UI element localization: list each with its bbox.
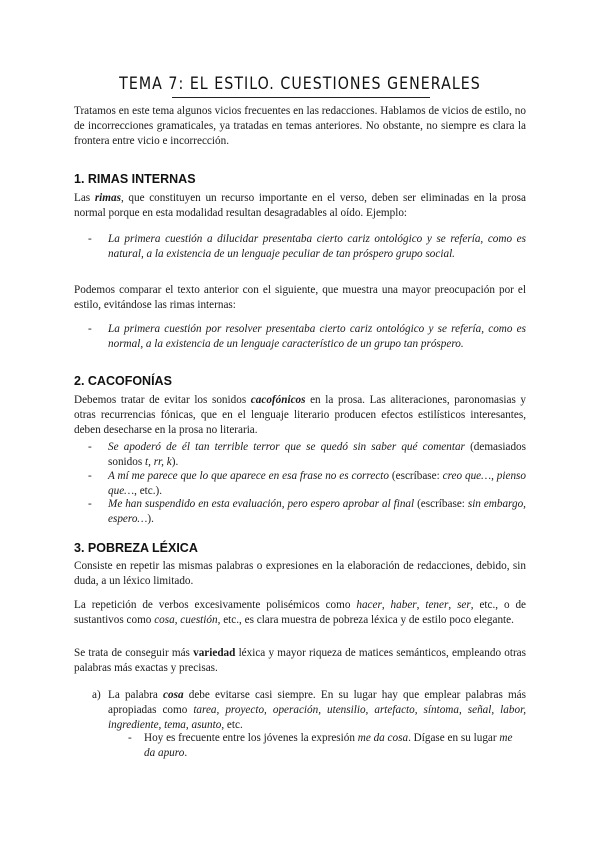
cacofonias-example-3: - Me han suspendido en esta evaluación, pero espero aprobar al final (escríbase: sin embargo, espero…). [88, 498, 526, 525]
bullet-dash: - [88, 498, 92, 510]
bullet-dash: - [88, 441, 92, 453]
intro-paragraph: Tratamos en este tema algunos vicios frecuentes en las redacciones. Hablamos de vicios de estilo, no de incorrecciones gramaticales, ya tratadas en temas anteriores. No obstante, no siempre es clara la frontera entre vicio e incorrección. [74, 105, 526, 147]
pobreza-item-a-sub: - Hoy es frecuente entre los jóvenes la expresión me da cosa. Dígase en su lugar me da apuro. [128, 732, 513, 759]
pobreza-item-a: a) La palabra cosa debe evitarse casi siempre. En su lugar hay que emplear palabras más apropiadas como tarea, proyecto, operación, utensilio, artefacto, síntoma, señal, labor, ingrediente, tema, asunto, etc. [92, 689, 527, 731]
bullet-dash: - [88, 323, 92, 335]
page-title: TEMA 7: EL ESTILO. CUESTIONES GENERALES [119, 74, 481, 93]
rimas-paragraph-2: Podemos comparar el texto anterior con el siguiente, que muestra una mayor preocupación por el estilo, evitándose las rimas internas: [74, 284, 526, 311]
section-heading-cacofonias: 2. CACOFONÍAS [74, 374, 172, 388]
rimas-term: rimas [94, 192, 121, 204]
rimas-example-1: - La primera cuestión a dilucidar presentaba cierto cariz ontológico y se refería, como es natural, a la existencia de un lenguaje peculiar de tan próspero grupo social. [88, 233, 526, 260]
section-heading-pobreza: 3. POBREZA LÉXICA [74, 541, 198, 555]
cacofonias-term: cacofónicos [250, 394, 306, 406]
pobreza-paragraph-2: La repetición de verbos excesivamente polisémicos como hacer, haber, tener, ser, etc., o de sustantivos como cosa, cuestión, etc., es clara muestra de pobreza léxica y de estilo poco elegante. [74, 599, 527, 626]
bullet-dash: - [88, 470, 92, 482]
rimas-example-2: - La primera cuestión por resolver presentaba cierto cariz ontológico y se refería, como es normal, a la existencia de un lenguaje característico de un grupo tan próspero. [88, 323, 526, 350]
title-underline [172, 97, 430, 98]
cacofonias-paragraph: Debemos tratar de evitar los sonidos cacofónicos en la prosa. Las aliteraciones, paronomasias y otras recurrencias fónicas, que en el lenguaje literario producen efectos estilísticos interesantes, deben desecharse en la prosa no literaria. [74, 394, 527, 436]
cacofonias-example-1: - Se apoderó de él tan terrible terror que se quedó sin saber qué comentar (demasiados sonidos t, rr, k). [88, 441, 526, 468]
bullet-dash: - [88, 233, 92, 245]
section-heading-rimas: 1. RIMAS INTERNAS [74, 172, 196, 186]
cacofonias-example-2: - A mí me parece que lo que aparece en esa frase no es correcto (escríbase: creo que…, pienso que…, etc.). [88, 470, 526, 497]
variedad-term: variedad [193, 647, 236, 659]
pobreza-paragraph-3: Se trata de conseguir más variedad léxica y mayor riqueza de matices semánticos, empleando otras palabras más exactas y precisas. [74, 647, 526, 674]
list-marker: a) [92, 689, 101, 701]
pobreza-paragraph-1: Consiste en repetir las mismas palabras o expresiones en la elaboración de redacciones, debido, sin duda, a un léxico limitado. [74, 560, 526, 587]
bullet-dash: - [128, 732, 132, 744]
rimas-paragraph-1: Las rimas, que constituyen un recurso importante en el verso, deben ser eliminadas en la prosa normal porque en esta modalidad resultan desagradables al oído. Ejemplo: [74, 192, 526, 219]
